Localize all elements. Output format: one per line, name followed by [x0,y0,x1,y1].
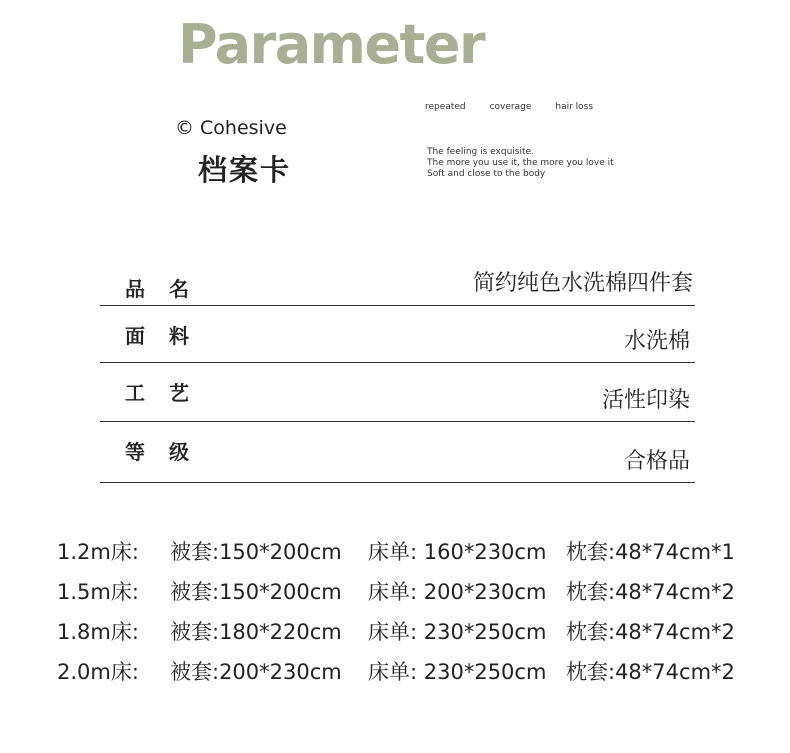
brand-name: © Cohesive [175,117,287,139]
tag-list [425,102,617,112]
sheet-size: 床单: 160*230cm [368,540,547,564]
duvet-size: 被套:200*230cm [170,660,342,684]
page-title: Parameter [178,13,485,76]
parameter-row [100,363,695,422]
duvet-size: 被套:150*200cm [170,580,342,604]
sheet-size: 床单: 230*250cm [368,620,547,644]
parameter-value: 水洗棉 [623,329,690,354]
tagline-line: The feeling is exquisite. [427,147,534,157]
pillowcase-size: 枕套:48*74cm*2 [566,620,735,644]
card-title: 档案卡 [198,153,292,187]
size-row [57,656,767,696]
parameter-label: 工艺 [125,381,213,405]
parameter-row [100,422,695,483]
size-row [57,536,767,576]
pillowcase-size: 枕套:48*74cm*2 [566,580,735,604]
bed-size: 2.0m床: [57,660,139,684]
pillowcase-size: 枕套:48*74cm*1 [566,540,735,564]
size-row [57,576,767,616]
tag-item: hair loss [555,102,594,112]
parameter-label: 品名 [125,277,213,301]
bed-size: 1.5m床: [57,580,139,604]
parameter-value: 合格品 [623,449,690,474]
parameter-label: 等级 [125,440,213,464]
tag-item: coverage [489,102,532,112]
parameter-value: 简约纯色水洗棉四件套 [472,271,693,296]
duvet-size: 被套:180*220cm [170,620,342,644]
tag-item: repeated [425,102,466,112]
pillowcase-size: 枕套:48*74cm*2 [566,660,735,684]
sheet-size: 床单: 200*230cm [368,580,547,604]
parameter-row [100,306,695,363]
duvet-size: 被套:150*200cm [170,540,342,564]
tagline-line: The more you use it, the more you love it [427,158,614,168]
parameter-label: 面料 [125,324,213,348]
size-row [57,616,767,656]
parameter-value: 活性印染 [601,388,690,413]
parameter-table [100,258,695,483]
sheet-size: 床单: 230*250cm [368,660,547,684]
tagline [427,147,614,180]
bed-size: 1.2m床: [57,540,139,564]
tagline-line: Soft and close to the body [427,169,546,179]
size-table [57,536,767,696]
parameter-row [100,258,695,306]
bed-size: 1.8m床: [57,620,139,644]
